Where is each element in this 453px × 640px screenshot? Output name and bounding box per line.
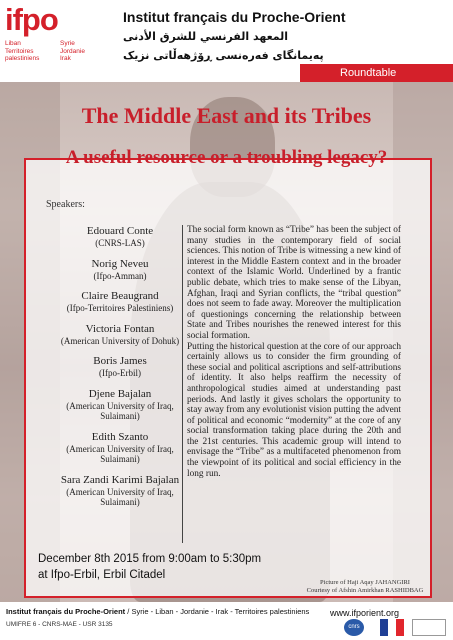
speaker-affiliation: (Ifpo-Amman) (93, 270, 147, 281)
description-paragraph-2: Putting the historical question at the core of our approach certainly allows us to consider the firm grounding of these social and political ascriptions and self-attributions of identity. It also helps reaffirm the necessity of anthropological studies aimed at understanding past periods. And lastly it gives scholars the opportunity to stay away from any evolutionist vision putting the advent of political and economic “modernity” at the core of any social transformation taking place during the 20th and the 21st centuries. This academic group will intend to envisage the “Tribe” as a multifaceted phenomenon from the viewpoint of its political and social efficiency in the long run. (187, 341, 401, 479)
footer-institute (6, 607, 309, 616)
speaker-name: Victoria Fontan (85, 322, 155, 335)
logo-sub-left (5, 40, 39, 63)
speaker-item (56, 258, 184, 282)
speaker-affiliation: (CNRS-LAS) (95, 238, 145, 248)
logo-sub-left-2: Territoires (5, 47, 34, 55)
speaker-name: Claire Beaugrand (81, 290, 159, 302)
footer (0, 602, 453, 640)
institute-name-ku: پەیمانگای فەرەنسی ڕۆژهەڵاتی نزیک (123, 49, 324, 62)
speaker-affiliation: (Ifpo-Erbil) (99, 368, 141, 378)
speaker-item (56, 323, 184, 347)
logo-sub-right (60, 40, 85, 63)
speakers-heading: Speakers: (46, 199, 85, 210)
speaker-name: Edouard Conte (86, 225, 154, 237)
event-date: December 8th 2015 from 9:00am to 5:30pm (38, 553, 262, 565)
logo-sub-right-2: Jordanie (60, 47, 85, 55)
speaker-affiliation: (American University of Iraq, Sulaimani) (66, 443, 174, 464)
footer-website-link[interactable]: www.ifporient.org (330, 608, 400, 618)
photo-caption-line-1: Picture of Haji Aqay JAHANGIRI (320, 579, 410, 586)
photo-caption (300, 579, 430, 595)
page-subtitle: A useful resource or a troubling legacy? (65, 147, 388, 168)
speaker-item (56, 225, 184, 249)
speaker-item (56, 474, 184, 508)
speakers-list (56, 225, 184, 517)
footer-institute-name: Institut français du Proche-Orient (6, 607, 126, 616)
speaker-item (56, 431, 184, 465)
logo-sub-right-3: Irak (60, 55, 71, 62)
ministry-logo (412, 619, 446, 636)
speaker-name: Sara Zandi Karimi Bajalan (60, 473, 180, 486)
photo-caption-line-2: Courtesy of Afshin Amirkhan RASHIDBAG (306, 587, 424, 594)
speaker-name: Edith Szanto (91, 430, 149, 443)
speaker-name: Boris James (93, 355, 147, 367)
page-title: The Middle East and its Tribes (81, 103, 372, 128)
speaker-affiliation: (American University of Dohuk) (60, 335, 180, 346)
speaker-name: Norig Neveu (91, 257, 149, 270)
logo-sub-right-1: Syrie (60, 40, 75, 47)
footer-umifre: UMIFRE 6 - CNRS-MAE - USR 3135 (6, 621, 113, 628)
description-paragraph-1: The social form known as “Tribe” has been the subject of many studies in the contemporary field of social sciences. This notion of Tribe is witnessing a new kind of interest in the Middle Eastern context and in the broader context of the Islamic World. Underlined by a frantic public debate, which tries to make sense of the Libyan, Afghan, Iraqi and Syrian conflicts, the “tribal question” does not seem to fade away. Moreover the multiplication of questionings concerning the relationship between State and Tribes nourishes the renewed interest for this social formation. (187, 225, 401, 341)
footer-countries: / Syrie - Liban - Jordanie - Irak - Territoires palestiniens (125, 607, 310, 616)
logo-sub-left-1: Liban (5, 40, 21, 47)
speaker-item (56, 388, 184, 422)
speaker-name: Djene Bajalan (88, 387, 152, 400)
event-type-banner: Roundtable (300, 64, 453, 82)
flag-blue-stripe (380, 619, 388, 636)
institute-name-fr: Institut français du Proche-Orient (123, 9, 346, 25)
speaker-affiliation: (Ifpo-Territoires Palestiniens) (66, 303, 174, 313)
speaker-affiliation: (American University of Iraq, Sulaimani) (66, 400, 174, 421)
cnrs-logo: cnrs (344, 619, 364, 636)
speaker-item (56, 355, 184, 379)
event-location: at Ifpo-Erbil, Erbil Citadel (38, 569, 166, 581)
institute-name-ar: المعهد الفرنسي للشرق الأدنى (123, 30, 289, 43)
french-flag-logo (380, 619, 404, 636)
logo-word: ifpo (5, 2, 58, 37)
speaker-affiliation: (American University of Iraq, Sulaimani) (66, 486, 174, 507)
speaker-item (56, 290, 184, 314)
flag-white-stripe (388, 619, 396, 636)
description-text (187, 225, 401, 479)
logo-sub-left-3: palestiniens (5, 55, 40, 62)
flag-red-stripe (396, 619, 404, 636)
column-divider (182, 225, 183, 543)
